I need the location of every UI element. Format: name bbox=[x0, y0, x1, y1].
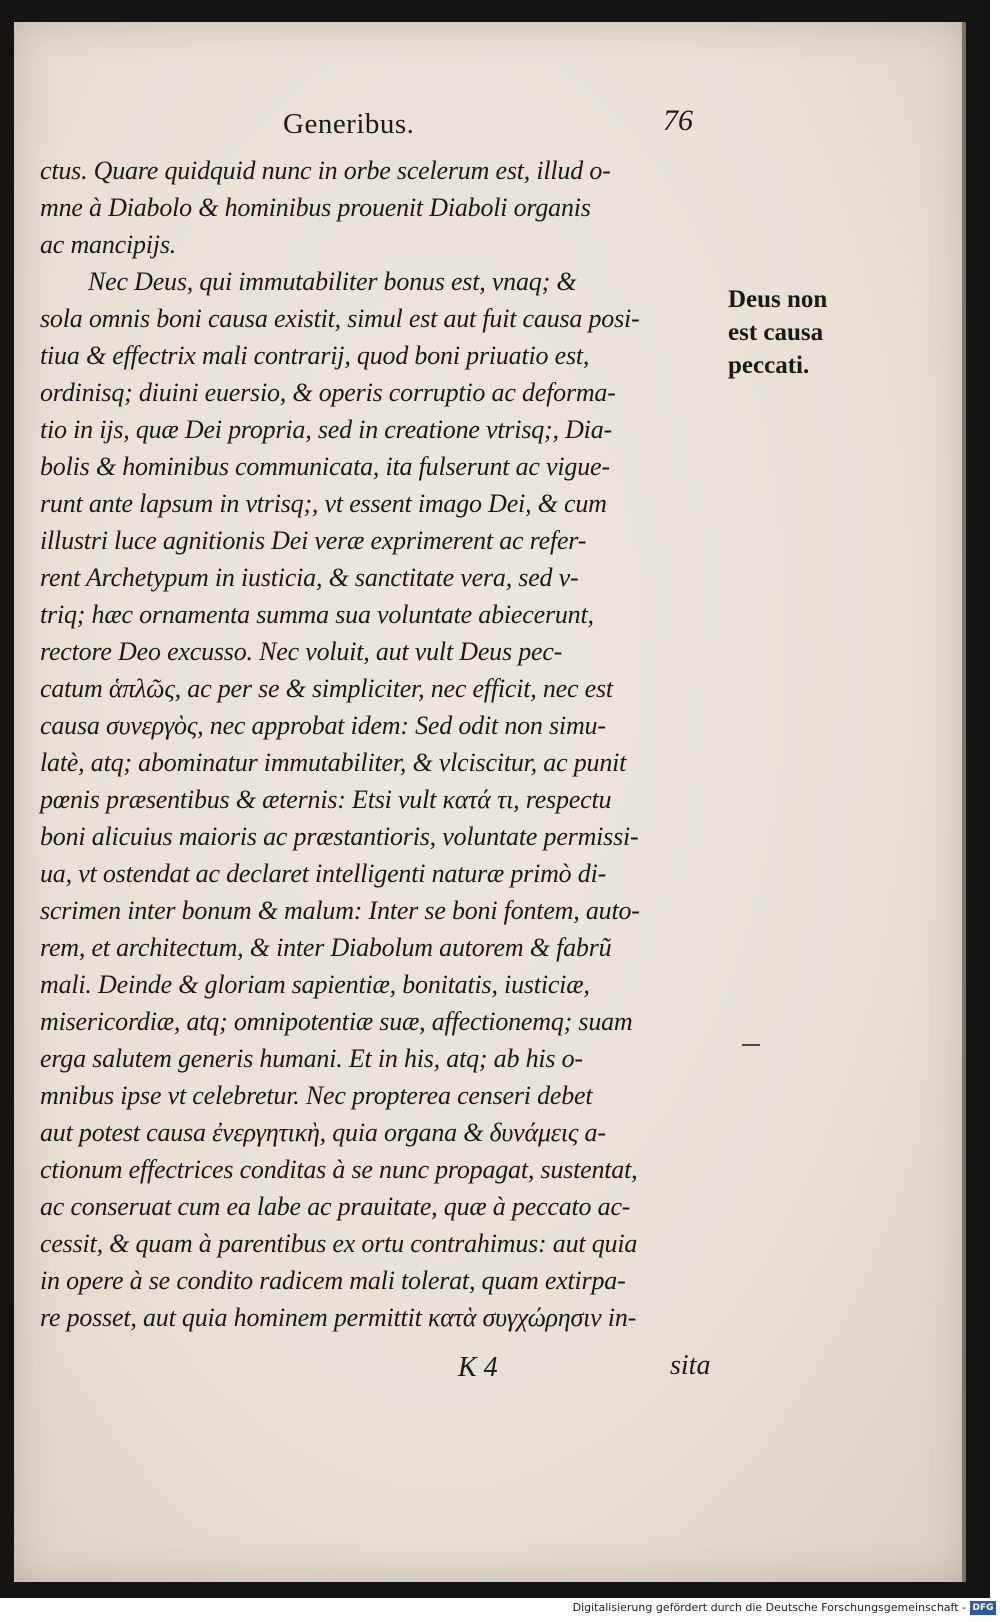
text-line: rectore Deo excusso. Nec voluit, aut vult Deus pec- bbox=[40, 637, 563, 666]
page-number: 76 bbox=[663, 104, 693, 137]
text-line: triq; hæc ornamenta summa sua voluntate abiecerunt, bbox=[40, 600, 594, 629]
text-line: tiua & effectrix mali contrarij, quod boni priuatio est, bbox=[40, 341, 590, 370]
text-line: cessit, & quam à parentibus ex ortu contrahimus: aut quia bbox=[40, 1229, 638, 1258]
text-line: pœnis præsentibus & æternis: Etsi vult κατά τι, respectu bbox=[40, 785, 612, 814]
body-text bbox=[40, 152, 720, 1336]
text-line: runt ante lapsum in vtrisq;, vt essent imago Dei, & cum bbox=[40, 489, 607, 518]
text-line: ctionum effectrices conditas à se nunc propagat, sustentat, bbox=[40, 1155, 638, 1184]
marginal-note-line: est causa bbox=[728, 319, 824, 346]
marginal-note bbox=[728, 283, 827, 382]
text-line: re posset, aut quia hominem permittit κατὰ συγχώρησιν in- bbox=[40, 1303, 637, 1332]
margin-dash bbox=[742, 1044, 760, 1046]
text-line: ua, vt ostendat ac declaret intelligenti naturæ primò di- bbox=[40, 859, 607, 888]
text-line: aut potest causa ἐνεργητικὴ, quia organa & δυνάμεις a- bbox=[40, 1118, 606, 1147]
text-line: ordinisq; diuini euersio, & operis corruptio ac deforma- bbox=[40, 378, 616, 407]
text-line: bolis & hominibus communicata, ita fulserunt ac vigue- bbox=[40, 452, 610, 481]
text-line: catum ἁπλῶς, ac per se & simpliciter, nec efficit, nec est bbox=[40, 674, 613, 703]
text-line: misericordiæ, atq; omnipotentiæ suæ, affectionemq; suam bbox=[40, 1007, 633, 1036]
text-line: causa συνεργὸς, nec approbat idem: Sed odit non simu- bbox=[40, 711, 606, 740]
marginal-note-line: Deus non bbox=[728, 286, 828, 313]
text-line: ac mancipijs. bbox=[40, 230, 177, 259]
text-line: latè, atq; abominatur immutabiliter, & vlciscitur, ac punit bbox=[40, 748, 627, 777]
text-line: sola omnis boni causa existit, simul est aut fuit causa posi- bbox=[40, 304, 640, 333]
text-line: mali. Deinde & gloriam sapientiæ, bonitatis, iusticiæ, bbox=[40, 970, 590, 999]
signature-mark: K 4 bbox=[458, 1352, 498, 1383]
text-line: tio in ijs, quæ Dei propria, sed in creatione vtrisq;, Dia- bbox=[40, 415, 612, 444]
funding-credit: Digitalisierung gefördert durch die Deutsche Forschungsgemeinschaft - bbox=[572, 1601, 966, 1614]
dfg-logo: DFG bbox=[970, 1601, 996, 1615]
text-line: erga salutem generis humani. Et in his, atq; ab his o- bbox=[40, 1044, 583, 1073]
text-line: in opere à se condito radicem mali tolerat, quam extirpa- bbox=[40, 1266, 626, 1295]
text-line: boni alicuius maioris ac præstantioris, voluntate permissi- bbox=[40, 822, 639, 851]
text-line: ctus. Quare quidquid nunc in orbe scelerum est, illud o- bbox=[40, 156, 611, 185]
running-head: Generibus. bbox=[283, 108, 415, 140]
page-edge bbox=[962, 22, 966, 1582]
text-line: scrimen inter bonum & malum: Inter se boni fontem, auto- bbox=[40, 896, 640, 925]
text-line: rent Archetypum in iusticia, & sanctitate vera, sed v- bbox=[40, 563, 579, 592]
text-line: ac conseruat cum ea labe ac prauitate, quæ à peccato ac- bbox=[40, 1192, 631, 1221]
text-line: mnibus ipse vt celebretur. Nec propterea censeri debet bbox=[40, 1081, 593, 1110]
marginal-note-line: peccati. bbox=[728, 352, 810, 379]
catchword: sita bbox=[670, 1350, 711, 1381]
text-line: rem, et architectum, & inter Diabolum autorem & fabrũ bbox=[40, 933, 612, 962]
text-line: illustri luce agnitionis Dei veræ exprimerent ac refer- bbox=[40, 526, 587, 555]
credit-bar bbox=[0, 1598, 1000, 1622]
text-line: Nec Deus, qui immutabiliter bonus est, vnaq; & bbox=[88, 267, 577, 296]
text-line: mne à Diabolo & hominibus prouenit Diaboli organis bbox=[40, 193, 591, 222]
